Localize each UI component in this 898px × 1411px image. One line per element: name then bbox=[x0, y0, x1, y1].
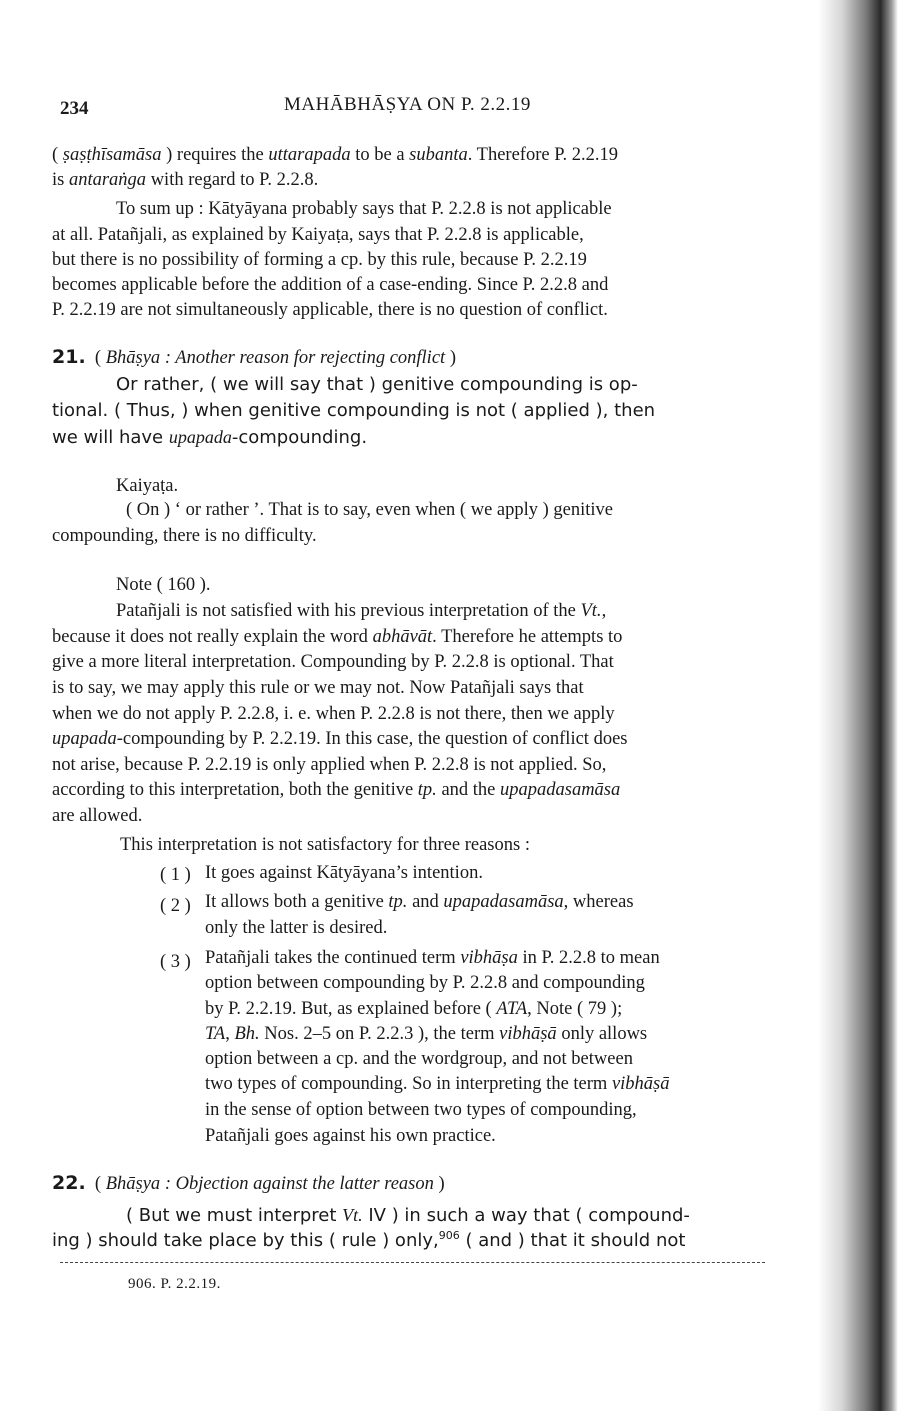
note-line: upapada-compounding by P. 2.2.19. In this case, the question of conflict does bbox=[52, 729, 628, 749]
reason-text: option between a cp. and the wordgroup, and not between bbox=[205, 1049, 633, 1069]
page-binding-gutter bbox=[818, 0, 898, 1411]
note-line: when we do not apply P. 2.2.8, i. e. when P. 2.2.8 is not there, then we apply bbox=[52, 704, 615, 724]
section-22-text: ( But we must interpret Vt. IV ) in such a way that ( compound- bbox=[126, 1205, 690, 1226]
reason-text: It allows both a genitive tp. and upapadasamāsa, whereas bbox=[205, 892, 634, 912]
reason-text: in the sense of option between two types of compounding, bbox=[205, 1100, 637, 1120]
note-line: because it does not really explain the word abhāvāt. Therefore he attempts to bbox=[52, 627, 623, 647]
reason-text: only the latter is desired. bbox=[205, 918, 388, 938]
reason-text: two types of compounding. So in interpreting the term vibhāṣā bbox=[205, 1074, 670, 1094]
running-head: MAHĀBHĀṢYA ON P. 2.2.19 bbox=[284, 94, 531, 115]
section-21-text: Or rather, ( we will say that ) genitive compounding is op- bbox=[116, 374, 638, 395]
note-line: give a more literal interpretation. Compounding by P. 2.2.8 is optional. That bbox=[52, 652, 614, 672]
note-line: are allowed. bbox=[52, 806, 143, 826]
section-number: 22. bbox=[52, 1172, 86, 1194]
note-line: according to this interpretation, both the genitive tp. and the upapadasamāsa bbox=[52, 780, 621, 800]
note-line: not arise, because P. 2.2.19 is only applied when P. 2.2.8 is not applied. So, bbox=[52, 755, 607, 775]
note-line: is to say, we may apply this rule or we may not. Now Patañjali says that bbox=[52, 678, 584, 698]
summary-line: To sum up : Kātyāyana probably says that P. 2.2.8 is not applicable bbox=[116, 199, 612, 219]
kaiyata-label: Kaiyaṭa. bbox=[116, 476, 179, 496]
page-header bbox=[58, 94, 758, 124]
page-number: 234 bbox=[60, 98, 89, 119]
note-label: Note ( 160 ). bbox=[116, 575, 211, 595]
section-22-text: ing ) should take place by this ( rule ) only,$^{906}$ ( and ) that it should not bbox=[52, 1229, 686, 1251]
footnote-rule bbox=[60, 1262, 765, 1263]
intro-line-2: is antaraṅga with regard to P. 2.2.8. bbox=[52, 170, 319, 190]
reason-text: by P. 2.2.19. But, as explained before ( ATA, Note ( 79 ); bbox=[205, 999, 623, 1019]
section-22-heading: 22. ( Bhāṣya : Objection against the latter reason ) bbox=[52, 1172, 445, 1194]
summary-line: becomes applicable before the addition of a case-ending. Since P. 2.2.8 and bbox=[52, 275, 609, 295]
kaiyata-text: compounding, there is no difficulty. bbox=[52, 526, 317, 546]
kaiyata-text: ( On ) ‘ or rather ’. That is to say, even when ( we apply ) genitive bbox=[126, 500, 614, 520]
reason-number: ( 2 ) bbox=[160, 896, 191, 916]
section-21-heading: 21. ( Bhāṣya : Another reason for rejecting conflict ) bbox=[52, 346, 456, 368]
reason-number: ( 1 ) bbox=[160, 865, 191, 885]
reason-text: TA, Bh. Nos. 2–5 on P. 2.2.3 ), the term vibhāṣā only allows bbox=[205, 1024, 648, 1044]
reason-text: Patañjali goes against his own practice. bbox=[205, 1126, 496, 1146]
summary-line: at all. Patañjali, as explained by Kaiyaṭa, says that P. 2.2.8 is applicable, bbox=[52, 225, 584, 245]
summary-line: P. 2.2.19 are not simultaneously applicable, there is no question of conflict. bbox=[52, 300, 608, 320]
intro-line-1: ( ṣaṣṭhīsamāsa ) requires the uttarapada to be a subanta. Therefore P. 2.2.19 bbox=[52, 145, 618, 165]
reasons-intro: This interpretation is not satisfactory for three reasons : bbox=[120, 835, 530, 855]
reason-text: It goes against Kātyāyana’s intention. bbox=[205, 863, 483, 883]
reason-text: option between compounding by P. 2.2.8 and compounding bbox=[205, 973, 645, 993]
footnote-marker: 906 bbox=[438, 1229, 460, 1242]
section-21-text: tional. ( Thus, ) when genitive compounding is not ( applied ), then bbox=[52, 400, 656, 421]
footnote: 906. P. 2.2.19. bbox=[128, 1276, 221, 1292]
reason-text: Patañjali takes the continued term vibhāṣa in P. 2.2.8 to mean bbox=[205, 948, 660, 968]
note-line: Patañjali is not satisfied with his previous interpretation of the Vt., bbox=[116, 601, 607, 621]
section-number: 21. bbox=[52, 346, 86, 368]
section-21-text: we will have upapada-compounding. bbox=[52, 427, 368, 448]
reason-number: ( 3 ) bbox=[160, 952, 191, 972]
summary-line: but there is no possibility of forming a cp. by this rule, because P. 2.2.19 bbox=[52, 250, 587, 270]
